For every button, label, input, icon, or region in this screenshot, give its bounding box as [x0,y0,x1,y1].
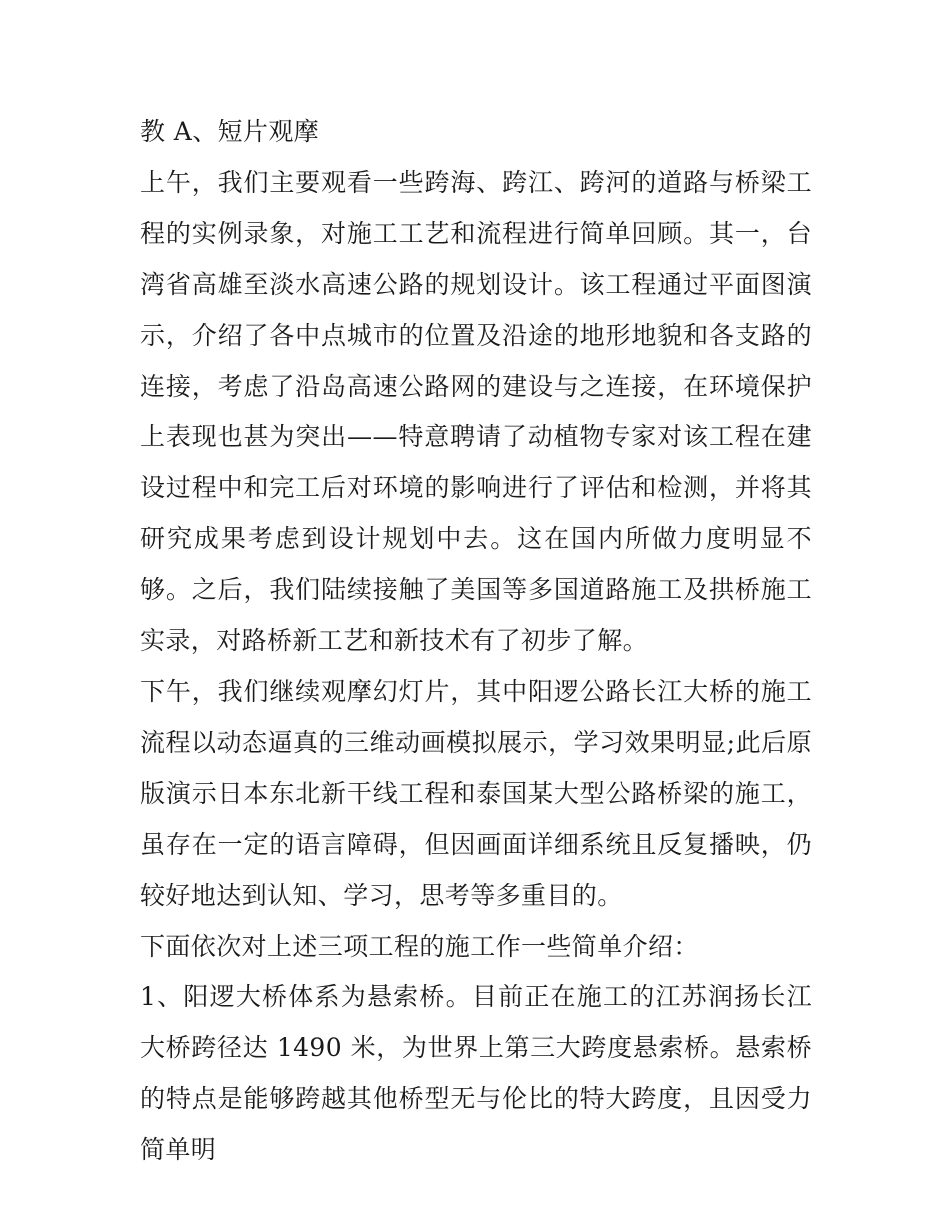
paragraph-intro: 下面依次对上述三项工程的施工作一些简单介绍： [140,931,699,961]
section-heading: 教 A、短片观摩 [140,117,320,146]
paragraph-afternoon: 下午，我们继续观摩幻灯片，其中阳逻公路长江大桥的施工流程以动态逼真的三维动画模拟展示，学习效果明显;此后原版演示日本东北新干线工程和泰国某大型公路桥梁的施工，虽存在一定的语言障碍，但因画面详细系统且反复播映，仍较好地达到认知、学习，思考等多重目的。 [140,676,812,910]
paragraph-item-1: 1、阳逻大桥体系为悬索桥。目前正在施工的江苏润扬长江大桥跨径达 1490 米，为世界上第三大跨度悬索桥。悬索桥的特点是能够跨越其他桥型无与伦比的特大跨度，且因受力简单明 [140,982,812,1165]
paragraph-morning: 上午，我们主要观看一些跨海、跨江、跨河的道路与桥梁工程的实例录象，对施工工艺和流程进行简单回顾。其一，台湾省高雄至淡水高速公路的规划设计。该工程通过平面图演示，介绍了各中点城市的位置及沿途的地形地貌和各支路的连接，考虑了沿岛高速公路网的建设与之连接，在环境保护上表现也甚为突出——特意聘请了动植物专家对该工程在建设过程中和完工后对环境的影响进行了评估和检测，并将其研究成果考虑到设计规划中去。这在国内所做力度明显不够。之后，我们陆续接触了美国等多国道路施工及拱桥施工实录，对路桥新工艺和新技术有了初步了解。 [140,167,812,656]
document-body [140,107,812,1176]
